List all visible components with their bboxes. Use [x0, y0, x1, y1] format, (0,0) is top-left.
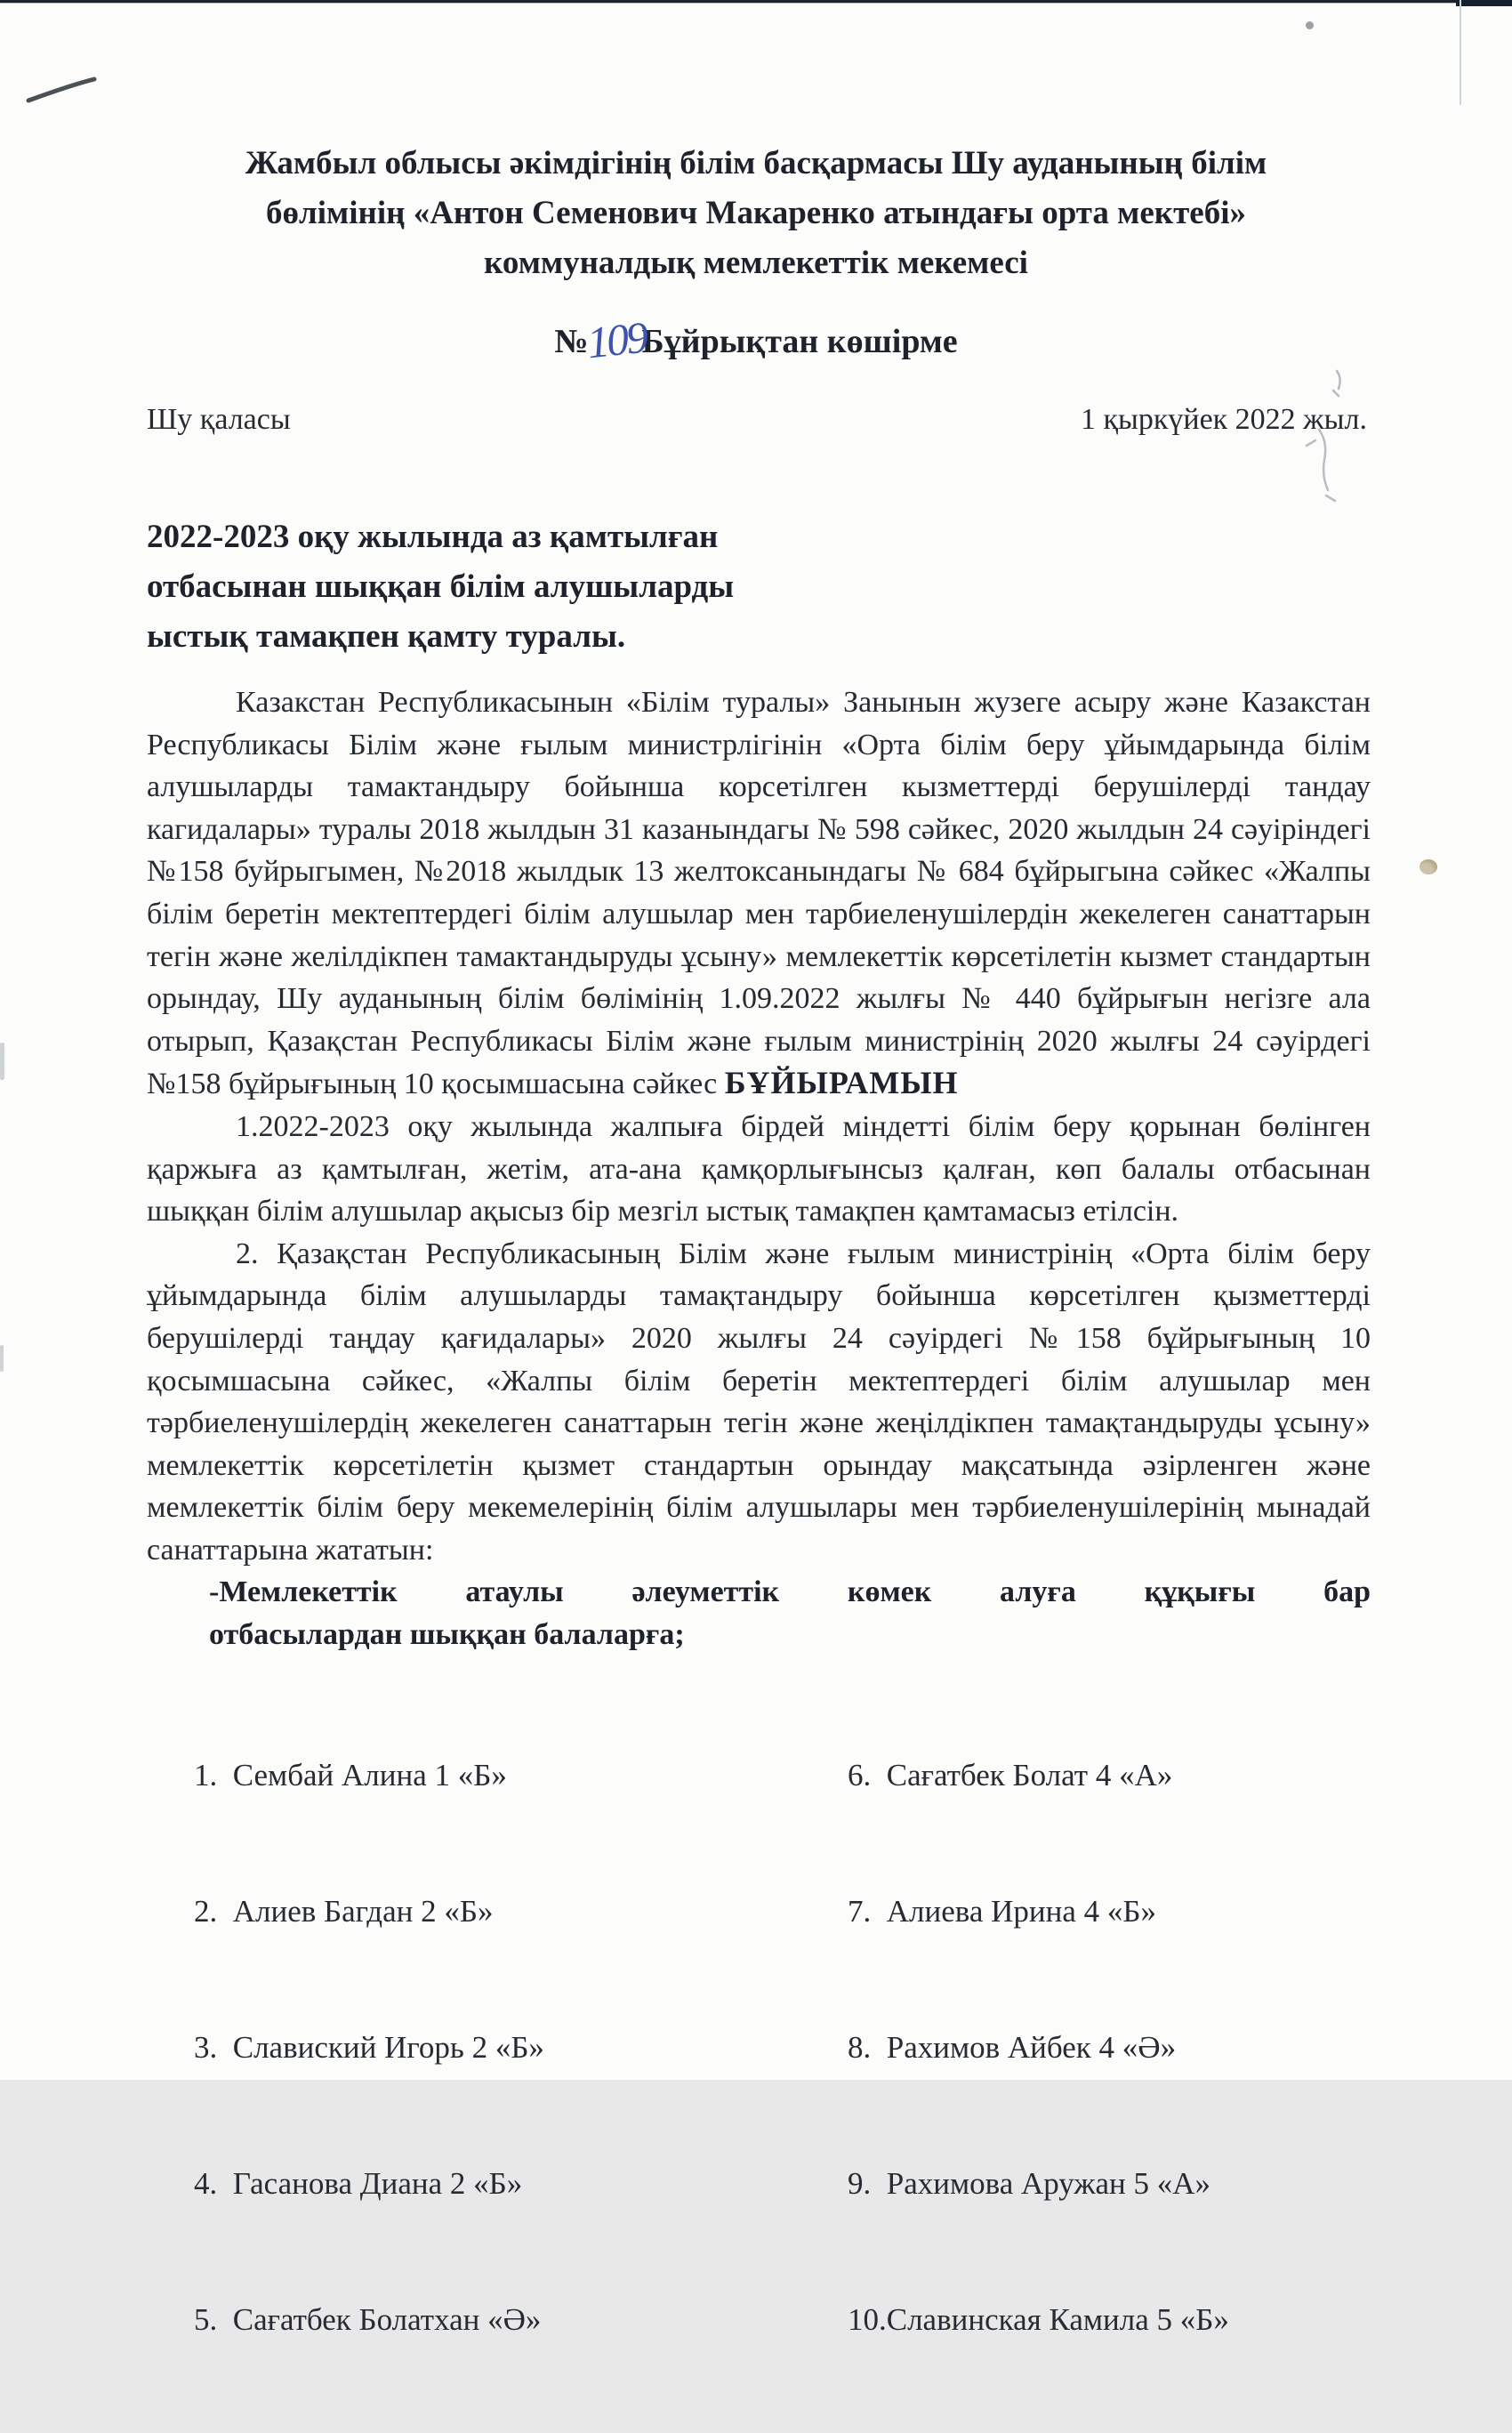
institution-header — [89, 139, 1423, 288]
order-title-line — [0, 311, 1512, 367]
student-item: 5. Сағатбек Болатхан «Ә» — [194, 2301, 542, 2337]
paper-speck — [1420, 859, 1437, 874]
student-list — [147, 1662, 1371, 2433]
preamble-paragraph — [147, 681, 1371, 1106]
student-item: 7. Алиева Ирина 4 «Б» — [848, 1893, 1156, 1929]
order-number-sign: № — [554, 323, 589, 360]
scan-top-right-edge — [1456, 0, 1512, 6]
scan-edge-mark — [0, 1345, 4, 1372]
scan-vertical-line — [1460, 0, 1461, 105]
student-list-left-column — [194, 1662, 768, 2433]
student-item: 4. Гасанова Диана 2 «Б» — [194, 2165, 523, 2201]
pen-stroke-mark — [18, 67, 116, 116]
header-line-2: бөлімінің «Антон Семенович Макаренко атындағы орта мектебі» — [266, 195, 1246, 231]
scan-top-edge-shadow — [0, 3, 1512, 4]
category-line-1: -Мемлекеттік атаулы әлеуметтік көмек алуға құқығы бар — [209, 1575, 1371, 1609]
header-line-3: коммуналдық мемлекеттік мекемесі — [484, 245, 1028, 281]
order-keyword: БҰЙЫРАМЫН — [724, 1065, 959, 1101]
student-item: 8. Рахимов Айбек 4 «Ә» — [848, 2029, 1177, 2065]
order-title: Бұйрықтан көшірме — [641, 323, 958, 360]
student-item: 6. Сағатбек Болат 4 «А» — [848, 1757, 1173, 1793]
place-date-row — [147, 399, 1367, 441]
subject-line-3: ыстық тамақпен қамту туралы. — [147, 618, 626, 655]
clause-1-paragraph: 1.2022-2023 оқу жылында жалпыға бірдей міндетті білім беру қорынан бөлінген қаржыға аз қамтылған, жетім, ата-ана қамқорлығынсыз қалған, көп балалы отбасынан шыққан білім алушылар ақысыз бір мезгіл ыстық тамақпен қамтамасыз етілсін. — [147, 1109, 1371, 1229]
student-item: 3. Славиский Игорь 2 «Б» — [194, 2029, 544, 2065]
student-item: 10.Славинская Камила 5 «Б» — [848, 2301, 1229, 2337]
student-item: 9. Рахимова Аружан 5 «А» — [848, 2165, 1211, 2201]
preamble-text: Казакстан Республикасынын «Білім туралы» Занынын жузеге асыру және Казакстан Республикасы Білім және ғылым министрлігінін «Орта білім беру ұйымдарында білім алушыларды тамактандыру бойынша корсетілген кызметтерді берушілерді тандау кагидалары» туралы 2018 жылдын 31 казанындагы № 598 сәйкес, 2020 жылдын 24 сәуіріндегі №158 буйрыгымен, №2018 жылдык 13 желтоксанындагы № 684 бұйрыгына сәйкес «Жалпы білім беретін мектептердегі білім алушылар мен тарбиеленушілердін жекелеген санаттарын тегін және желілдікпен тамактандыруды ұсыну» мемлекеттік көрсетілетін кызмет стандартын орындау, Шу ауданының білім бөлімінің 1.09.2022 жылғы № 440 бұйрығын негізге ала отырып, Қазақстан Республикасы Білім және ғылым министрінің 2020 жылғы 24 сәуірдегі №158 бұйрығының 10 қосымшасына сәйкес — [147, 686, 1371, 1101]
category-heading — [209, 1571, 1371, 1656]
clause-2-paragraph: 2. Қазақстан Республикасының Білім және ғылым министрінің «Орта білім беру ұйымдарында білім алушыларды тамақтандыру бойынша көрсетілген қызметтерді берушілерді таңдау қағидалары» 2020 жылғы 24 сәуірдегі №158 бұйрығының 10 қосымшасына сәйкес, «Жалпы білім беретін мектептердегі білім алушылар мен тәрбиеленушілердің жекелеген санаттарын тегін және жеңілдікпен тамақтандыруды ұсыну» мемлекеттік көрсетілетін қызмет стандартын орындау мақсатында әзірленген және мемлекеттік білім беру мекемелерінің білім алушылары мен тәрбиеленушілерінің мынадай санаттарына жататын: — [147, 1237, 1371, 1567]
student-item: 1. Сембай Алина 1 «Б» — [194, 1757, 507, 1793]
subject-line-2: отбасынан шыққан білім алушыларды — [147, 568, 735, 605]
subject-line-1: 2022-2023 оқу жылында аз қамтылған — [147, 519, 719, 555]
place-label: Шу қаласы — [147, 403, 291, 436]
date-label: 1 қыркүйек 2022 жыл. — [1081, 403, 1367, 436]
order-body — [147, 681, 1371, 2433]
scan-speck — [1306, 21, 1314, 29]
handwritten-order-number: 109 — [583, 311, 648, 368]
subject-heading — [147, 512, 1036, 662]
student-item: 2. Алиев Багдан 2 «Б» — [194, 1893, 494, 1929]
category-line-2: отбасылардан шыққан балаларға; — [209, 1618, 685, 1652]
student-list-right-column — [848, 1662, 1229, 2433]
scan-edge-mark — [0, 1043, 4, 1080]
header-line-1: Жамбыл облысы әкімдігінің білім басқармасы Шу ауданының білім — [245, 145, 1267, 181]
